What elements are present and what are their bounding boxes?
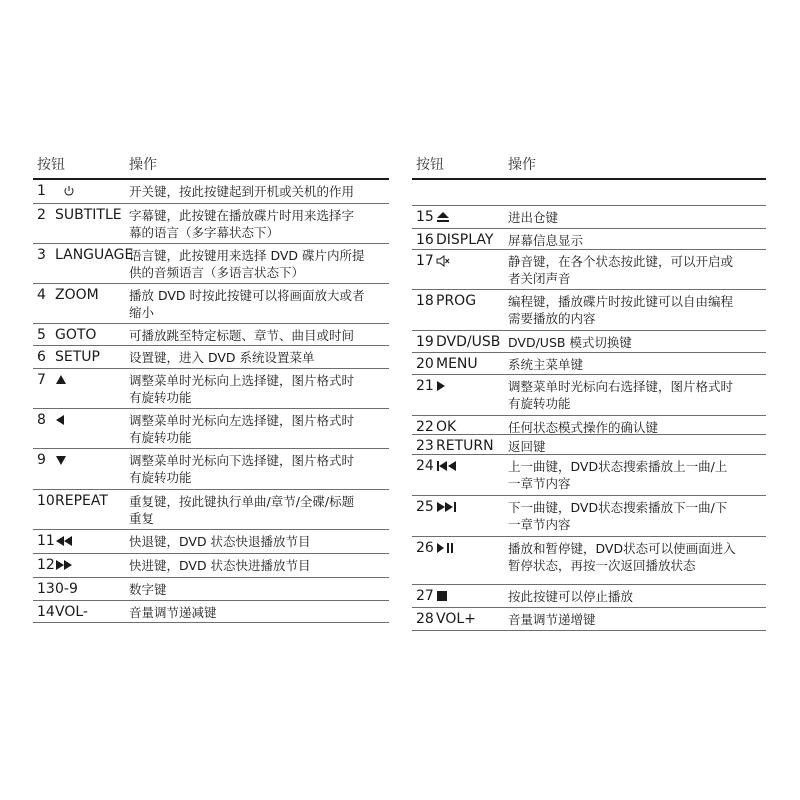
row-button-name: VOL-	[55, 604, 88, 620]
table-row	[33, 578, 389, 601]
eject-icon	[436, 209, 450, 225]
table-row	[412, 250, 766, 290]
table-row	[33, 449, 389, 490]
row-operation: 播放 DVD 时按此按键可以将画面放大或者 缩小	[129, 288, 365, 320]
row-operation: 音量调节递增键	[508, 612, 596, 627]
row-button-icon	[436, 253, 450, 269]
row-number: 1	[37, 183, 46, 199]
row-number: 8	[37, 412, 46, 428]
row-operation: 屏幕信息显示	[508, 233, 584, 248]
row-button-icon	[436, 458, 458, 474]
right-button-table	[412, 148, 766, 631]
row-button-icon	[436, 378, 446, 394]
left-triangle-icon	[55, 412, 65, 428]
row-button-name: OK	[436, 419, 457, 435]
row-button-icon	[55, 452, 67, 468]
table-row	[412, 375, 766, 416]
row-operation: 重复键，按此键执行单曲/章节/全碟/标题 重复	[129, 494, 355, 526]
row-button-name: REPEAT	[55, 493, 108, 509]
left-button-table	[33, 148, 389, 623]
table-row	[33, 369, 389, 409]
play-pause-icon	[436, 540, 454, 556]
row-number: 2	[37, 207, 46, 223]
row-operation: 编程键，播放碟片时按此键可以自由编程 需要播放的内容	[508, 294, 734, 326]
mute-icon	[436, 253, 450, 269]
row-number: 22	[416, 419, 434, 435]
row-operation: 进出仓键	[508, 210, 559, 225]
row-operation: DVD/USB 模式切换键	[508, 335, 632, 350]
row-button-icon	[55, 557, 73, 573]
table-row	[33, 490, 389, 530]
table-row	[412, 290, 766, 331]
table-row	[412, 180, 766, 206]
row-button-icon	[436, 209, 450, 225]
table-row	[33, 601, 389, 623]
row-number: 25	[416, 499, 434, 515]
power-icon	[63, 183, 75, 199]
fast-forward-icon	[55, 557, 73, 573]
row-number: 20	[416, 356, 434, 372]
row-operation: 调整菜单时光标向下选择键，图片格式时 有旋转功能	[129, 453, 355, 485]
left-rows	[33, 180, 389, 623]
table-row	[33, 554, 389, 578]
row-number: 4	[37, 287, 46, 303]
row-operation: 字幕键，此按键在播放碟片时用来选择字 幕的语言（多字幕状态下）	[129, 208, 355, 240]
row-operation: 语言键，此按键用来选择 DVD 碟片内所提 供的音频语言（多语言状态下）	[129, 248, 365, 280]
row-button-icon	[436, 588, 448, 604]
right-rows	[412, 180, 766, 631]
header-operation: 操作	[508, 157, 536, 173]
row-operation: 设置键，进入 DVD 系统设置菜单	[129, 350, 315, 365]
row-button-icon	[436, 540, 454, 556]
down-triangle-icon	[55, 452, 67, 468]
row-button-name: MENU	[436, 356, 478, 372]
row-button-name: GOTO	[55, 327, 97, 343]
row-button-name: 0-9	[55, 581, 78, 597]
row-operation: 静音键，在各个状态按此键，可以开启或 者关闭声音	[508, 254, 734, 286]
row-number: 17	[416, 253, 434, 269]
table-row	[33, 244, 389, 284]
row-button-name: RETURN	[436, 438, 494, 454]
table-row	[412, 455, 766, 496]
row-operation: 可播放跳至特定标题、章节、曲目或时间	[129, 328, 355, 343]
row-number: 19	[416, 334, 434, 350]
row-operation: 播放和暂停键，DVD状态可以使画面进入 暂停状态，再按一次返回播放状态	[508, 541, 736, 573]
up-triangle-icon	[55, 372, 67, 388]
table-row	[412, 608, 766, 631]
table-row	[412, 416, 766, 435]
row-number: 12	[37, 557, 55, 573]
table-row	[412, 496, 766, 537]
row-operation: 调整菜单时光标向左选择键，图片格式时 有旋转功能	[129, 413, 355, 445]
header-button: 按钮	[416, 157, 444, 173]
row-operation: 任何状态模式操作的确认键	[508, 420, 659, 435]
row-button-icon	[63, 183, 75, 199]
row-number: 3	[37, 247, 46, 263]
row-number: 11	[37, 533, 55, 549]
row-operation: 快退键，DVD 状态快退播放节目	[129, 534, 311, 549]
table-header	[33, 148, 389, 180]
table-row	[33, 284, 389, 324]
row-number: 6	[37, 349, 46, 365]
row-number: 10	[37, 493, 55, 509]
row-number: 7	[37, 372, 46, 388]
row-operation: 开关键，按此按键起到开机或关机的作用	[129, 184, 355, 199]
row-button-icon	[55, 372, 67, 388]
row-number: 18	[416, 293, 434, 309]
row-operation: 按此按键可以停止播放	[508, 589, 634, 604]
row-operation: 上一曲键，DVD状态搜索播放上一曲/上 一章节内容	[508, 459, 728, 491]
row-operation: 系统主菜单键	[508, 357, 584, 372]
table-row	[412, 331, 766, 353]
table-row	[33, 180, 389, 204]
table-row	[33, 530, 389, 554]
right-triangle-icon	[436, 378, 446, 394]
row-button-name: VOL+	[436, 611, 476, 627]
row-button-name: DVD/USB	[436, 334, 501, 350]
row-number: 28	[416, 611, 434, 627]
row-number: 27	[416, 588, 434, 604]
row-button-name: SETUP	[55, 349, 100, 365]
table-row	[33, 204, 389, 244]
row-number: 5	[37, 327, 46, 343]
row-operation: 快进键，DVD 状态快进播放节目	[129, 558, 311, 573]
row-number: 14	[37, 604, 55, 620]
next-track-icon	[436, 499, 458, 515]
row-number: 15	[416, 209, 434, 225]
table-row	[412, 353, 766, 375]
previous-track-icon	[436, 458, 458, 474]
table-row	[412, 206, 766, 229]
table-row	[33, 346, 389, 369]
stop-icon	[436, 588, 448, 604]
header-operation: 操作	[129, 157, 157, 173]
row-number: 13	[37, 581, 55, 597]
row-button-name: PROG	[436, 293, 477, 309]
row-button-name: ZOOM	[55, 287, 99, 303]
row-number: 16	[416, 232, 434, 248]
row-button-name: SUBTITLE	[55, 207, 122, 223]
table-row	[412, 435, 766, 455]
rewind-icon	[55, 533, 73, 549]
row-number: 24	[416, 458, 434, 474]
row-button-icon	[55, 412, 65, 428]
table-row	[412, 537, 766, 585]
row-operation: 下一曲键，DVD状态搜索播放下一曲/下 一章节内容	[508, 500, 728, 532]
row-operation: 数字键	[129, 582, 167, 597]
row-number: 9	[37, 452, 46, 468]
row-number: 26	[416, 540, 434, 556]
row-number: 23	[416, 438, 434, 454]
row-button-name: DISPLAY	[436, 232, 494, 248]
row-button-icon	[436, 499, 458, 515]
row-operation: 调整菜单时光标向上选择键，图片格式时 有旋转功能	[129, 373, 355, 405]
row-operation: 音量调节递减键	[129, 605, 217, 620]
header-button: 按钮	[37, 157, 65, 173]
row-operation: 返回键	[508, 439, 546, 454]
row-number: 21	[416, 378, 434, 394]
row-button-icon	[55, 533, 73, 549]
table-header	[412, 148, 766, 180]
table-row	[412, 229, 766, 250]
row-button-name: LANGUAGE	[55, 247, 134, 263]
table-row	[33, 324, 389, 346]
row-operation: 调整菜单时光标向右选择键，图片格式时 有旋转功能	[508, 379, 734, 411]
table-row	[412, 585, 766, 608]
table-row	[33, 409, 389, 449]
